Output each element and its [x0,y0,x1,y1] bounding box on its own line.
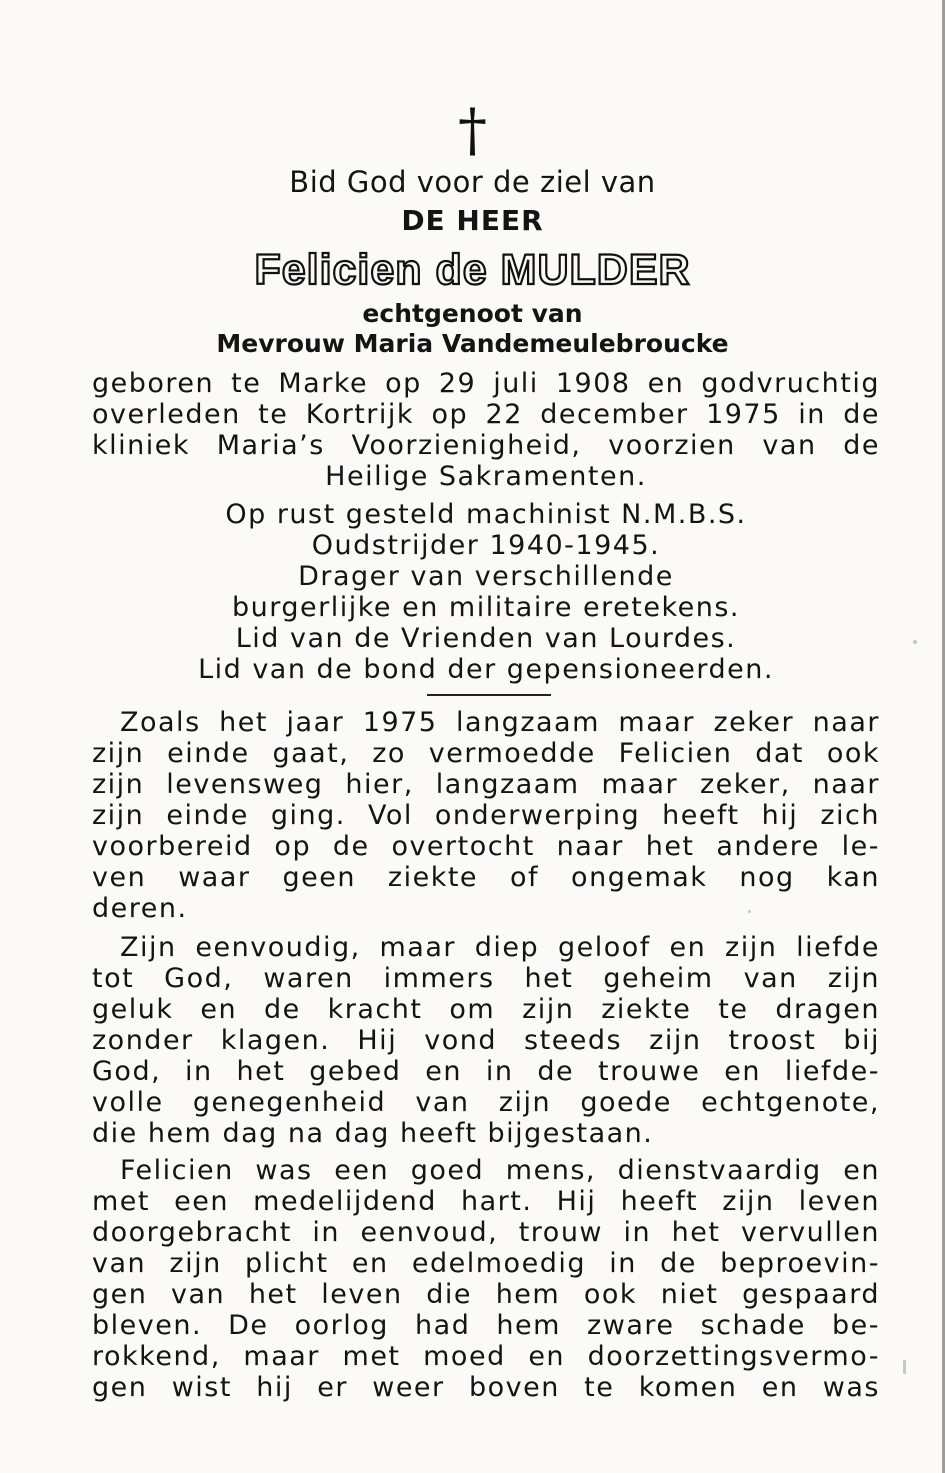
text-line: Heilige Sakramenten. [325,461,647,492]
text-line: doorgebracht in eenvoud, trouw in het vervullen [92,1217,880,1248]
deceased-name: Felicien de MULDER [254,246,691,294]
text-line: kliniek Maria’s Voorzienigheid, voorzien van de [92,430,880,461]
paragraph-2 [92,932,880,1149]
text-line: met een medelijdend hart. Hij heeft zijn leven [92,1186,880,1217]
text-line: zonder klagen. Hij vond steeds zijn troost bij [92,1025,880,1056]
scan-speck [913,640,917,644]
text-line: zijn einde gaat, zo vermoedde Felicien dat ook [92,738,880,769]
text-line: voorbereid op de overtocht naar het andere le- [92,831,880,862]
text-line: bleven. De oorlog had hem zware schade be- [92,1310,880,1341]
spouse-name: Mevrouw Maria Vandemeulebroucke [216,329,729,358]
text-line: geboren te Marke op 29 juli 1908 en godvruchtig [92,368,880,399]
text-line: gen van het leven die hem ook niet gespaard [92,1279,880,1310]
text-line: ven waar geen ziekte of ongemak nog kan [92,862,880,893]
text-line: zijn einde ging. Vol onderwerping heeft hij zich [92,800,880,831]
text-line: burgerlijke en militaire eretekens. [231,592,741,623]
text-line: deren. [92,893,188,924]
text-line: Op rust gesteld machinist N.M.B.S. [225,499,747,530]
paragraph-1 [92,707,880,924]
text-line: Zijn eenvoudig, maar diep geloof en zijn liefde [120,932,880,963]
birth-death-paragraph [92,368,880,492]
text-line: Felicien was een goed mens, dienstvaardig en [120,1155,880,1186]
text-line: Drager van verschillende [298,561,674,592]
text-line: God, in het gebed en in de trouwe en liefde- [92,1056,880,1087]
cross-icon: † [458,96,487,164]
text-line: Oudstrijder 1940-1945. [311,530,661,561]
text-line: rokkend, maar met moed en doorzettingsvermo- [92,1341,880,1372]
honorific-title: DE HEER [401,204,544,237]
text-line: van zijn plicht en edelmoedig in de beproevin- [92,1248,880,1279]
text-line: overleden te Kortrijk op 22 december 1975 in de [92,399,880,430]
intro-text: Bid God voor de ziel van [289,165,656,199]
paragraph-3 [92,1155,880,1403]
scan-speck [903,1360,906,1374]
text-line: Lid van de bond der gepensioneerden. [198,654,774,685]
divider [427,694,551,696]
text-line: die hem dag na dag heeft bijgestaan. [92,1118,654,1149]
text-line: tot God, waren immers het geheim van zijn [92,963,880,994]
text-line: geluk en de kracht om zijn ziekte te dragen [92,994,880,1025]
text-line: Lid van de Vrienden van Lourdes. [235,623,737,654]
biography-list [92,499,880,685]
text-line: zijn levensweg hier, langzaam maar zeker, naar [92,769,880,800]
text-line: volle genegenheid van zijn goede echtgenote, [92,1087,880,1118]
text-line: Zoals het jaar 1975 langzaam maar zeker naar [120,707,880,738]
spouse-label: echtgenoot van [362,299,583,328]
text-line: gen wist hij er weer boven te komen en was [92,1372,880,1403]
